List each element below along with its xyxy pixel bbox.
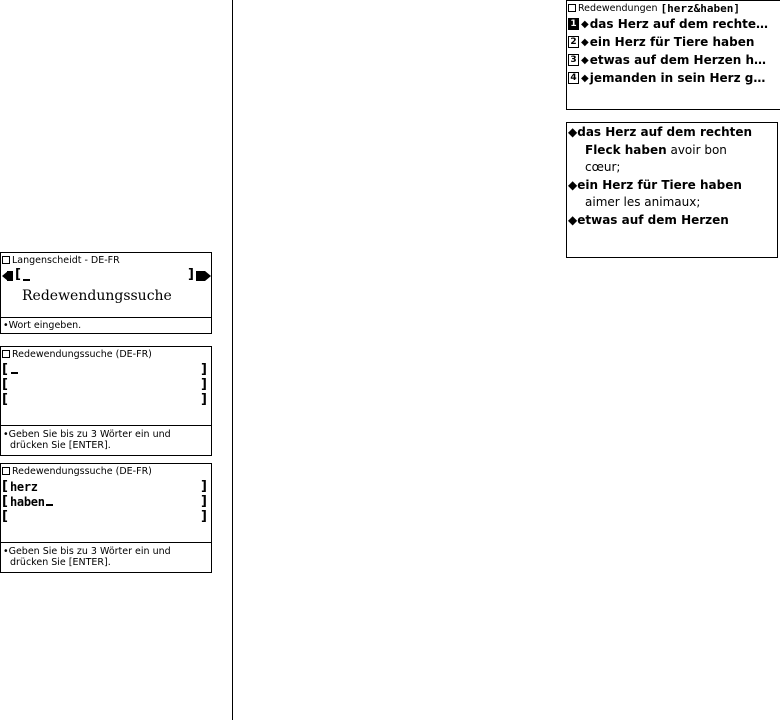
screen-title: Redewendungen <box>578 2 658 14</box>
dictionary-home-screen <box>0 252 212 334</box>
window-square-icon <box>2 467 10 475</box>
bracket-open-icon: [ <box>2 494 8 509</box>
bracket-open-icon: [ <box>15 267 21 282</box>
result-text: das Herz auf dem rechte… <box>589 17 769 31</box>
status-divider <box>1 425 211 426</box>
search-mode-label[interactable]: Redewendungssuche <box>22 288 172 304</box>
phrase-search-filled-screen <box>0 463 212 573</box>
result-item[interactable] <box>568 16 768 32</box>
bracket-close-icon: ] <box>201 509 207 524</box>
status-text: •Wort eingeben. <box>3 320 82 331</box>
word-field-3[interactable] <box>1 394 211 408</box>
diamond-bullet-icon: ◆ <box>581 18 589 30</box>
title-bar <box>1 464 211 478</box>
bracket-close-icon: ] <box>201 479 207 494</box>
status-divider <box>1 542 211 543</box>
phrase-results-screen <box>566 0 780 110</box>
bracket-open-icon: [ <box>2 362 8 377</box>
word-field-2[interactable] <box>1 379 211 393</box>
word-field-1[interactable] <box>1 364 211 378</box>
word-field-2[interactable] <box>1 496 211 510</box>
screen-title: Langenscheidt - DE-FR <box>12 254 120 266</box>
bracket-open-icon: [ <box>2 509 8 524</box>
result-number-badge: 4 <box>568 72 579 84</box>
window-square-icon <box>568 4 576 12</box>
window-square-icon <box>2 350 10 358</box>
scroll-left-block-icon <box>7 271 13 281</box>
text-cursor <box>23 279 30 281</box>
entry-translation: aimer les animaux; <box>585 195 701 209</box>
query-terms: [herz&haben] <box>660 1 740 15</box>
entry-headword: ◆das Herz auf dem rechten <box>568 125 753 139</box>
result-item[interactable] <box>568 52 766 68</box>
status-line-1: •Geben Sie bis zu 3 Wörter ein und <box>3 546 171 557</box>
word-field-3[interactable] <box>1 511 211 525</box>
word-field-value: herz <box>10 480 38 494</box>
title-bar <box>1 253 211 267</box>
result-item[interactable] <box>568 70 765 86</box>
arrow-right-icon[interactable] <box>205 271 211 281</box>
result-text: ein Herz für Tiere haben <box>589 35 755 49</box>
entry-translation: avoir bon <box>670 142 727 157</box>
page-divider <box>232 0 233 720</box>
result-number-badge: 3 <box>568 54 579 66</box>
diamond-bullet-icon: ◆ <box>581 54 589 66</box>
diamond-bullet-icon: ◆ <box>568 212 578 227</box>
bracket-close-icon: ] <box>201 392 207 407</box>
result-number-badge: 1 <box>568 18 579 30</box>
entry-headword-continued: Fleck haben <box>585 142 667 157</box>
bracket-close-icon: ] <box>201 377 207 392</box>
result-text: etwas auf dem Herzen h… <box>589 53 767 67</box>
status-text <box>3 429 171 451</box>
entry-headword: ◆ein Herz für Tiere haben <box>568 177 742 192</box>
word-field-value: haben <box>10 495 45 509</box>
phrase-detail-screen <box>566 122 778 258</box>
diamond-bullet-icon: ◆ <box>581 72 589 84</box>
status-divider <box>1 317 211 318</box>
bracket-close-icon: ] <box>201 494 207 509</box>
status-line-2: drücken Sie [ENTER]. <box>10 557 111 568</box>
status-line-1: •Geben Sie bis zu 3 Wörter ein und <box>3 429 171 440</box>
text-cursor <box>11 372 18 374</box>
result-item[interactable] <box>568 34 754 50</box>
bracket-open-icon: [ <box>2 479 8 494</box>
word-input-row[interactable] <box>1 269 211 283</box>
status-text <box>3 546 171 568</box>
status-line-2: drücken Sie [ENTER]. <box>10 440 111 451</box>
text-cursor <box>46 504 53 506</box>
title-bar <box>567 1 780 15</box>
entry-translation-continued: cœur; <box>585 160 621 174</box>
bracket-open-icon: [ <box>2 377 8 392</box>
result-text: jemanden in sein Herz g… <box>589 71 766 85</box>
result-number-badge: 2 <box>568 36 579 48</box>
entry-headword: ◆etwas auf dem Herzen <box>568 212 729 227</box>
diamond-bullet-icon: ◆ <box>568 125 578 139</box>
diamond-bullet-icon: ◆ <box>568 177 578 192</box>
diamond-bullet-icon: ◆ <box>581 36 589 48</box>
bracket-open-icon: [ <box>2 392 8 407</box>
phrase-search-empty-screen <box>0 346 212 456</box>
bracket-close-icon: ] <box>188 267 194 282</box>
scroll-right-block-icon <box>196 271 205 281</box>
screen-title: Redewendungssuche (DE-FR) <box>12 348 152 360</box>
entry-text <box>568 124 752 229</box>
screen-title: Redewendungssuche (DE-FR) <box>12 465 152 477</box>
bracket-close-icon: ] <box>201 362 207 377</box>
word-field-1[interactable] <box>1 481 211 495</box>
window-square-icon <box>2 256 10 264</box>
title-bar <box>1 347 211 361</box>
